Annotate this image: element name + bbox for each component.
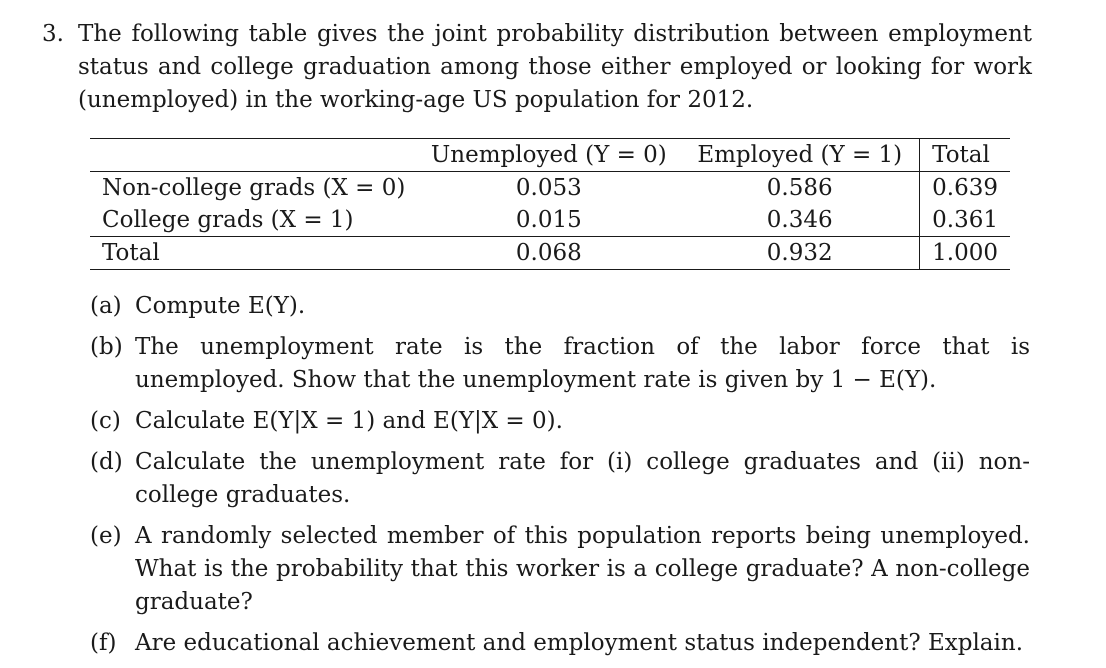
header-unemployed: Unemployed (Y = 0) bbox=[430, 142, 667, 168]
subpart-label: (f) bbox=[90, 630, 117, 656]
subpart-label: (e) bbox=[90, 523, 122, 549]
subpart-label: (a) bbox=[90, 293, 122, 319]
cell-value: 0.346 bbox=[766, 207, 833, 233]
subpart-text: A randomly selected member of this population reports being unemployed. What is the probability that this worker is a college graduate? A non-college graduate? bbox=[135, 523, 1030, 615]
cell-value: 0.586 bbox=[766, 175, 833, 201]
table-header-row bbox=[90, 139, 1010, 172]
cell-value: 0.639 bbox=[920, 172, 1010, 205]
problem-statement: The following table gives the joint probability distribution between employment status and college graduation among those either employed or looking for work (unemployed) in the working-age US population for 2012. bbox=[78, 21, 1032, 113]
table-row bbox=[90, 172, 1010, 205]
table-row-total bbox=[90, 237, 1010, 270]
row-label-total: Total bbox=[102, 240, 160, 266]
cell-value: 1.000 bbox=[920, 237, 1010, 270]
subpart-a bbox=[90, 290, 1030, 323]
cell-value: 0.015 bbox=[515, 207, 582, 233]
table-row bbox=[90, 204, 1010, 237]
cell-value: 0.053 bbox=[515, 175, 582, 201]
header-employed: Employed (Y = 1) bbox=[697, 142, 903, 168]
problem-number: 3. bbox=[42, 21, 64, 47]
row-label-non-college: Non-college grads (X = 0) bbox=[102, 175, 406, 201]
subpart-label: (d) bbox=[90, 449, 123, 475]
header-total: Total bbox=[920, 139, 1010, 172]
subpart-label: (c) bbox=[90, 408, 121, 434]
subpart-e bbox=[90, 520, 1030, 619]
row-label-college: College grads (X = 1) bbox=[102, 207, 354, 233]
cell-value: 0.932 bbox=[766, 240, 833, 266]
subpart-text: Calculate E(Y|X = 1) and E(Y|X = 0). bbox=[135, 408, 563, 434]
joint-distribution-table-container bbox=[90, 138, 1010, 270]
subpart-b bbox=[90, 331, 1030, 397]
subpart-list bbox=[90, 290, 1030, 668]
subpart-c bbox=[90, 405, 1030, 438]
cell-value: 0.361 bbox=[920, 204, 1010, 237]
subpart-text: The unemployment rate is the fraction of the labor force that is unemployed. Show that the unemployment rate is given by 1 − E(Y). bbox=[135, 334, 1030, 393]
subpart-text: Calculate the unemployment rate for (i) college graduates and (ii) non-college graduates. bbox=[135, 449, 1030, 508]
subpart-d bbox=[90, 446, 1030, 512]
subpart-f bbox=[90, 627, 1030, 660]
joint-distribution-table bbox=[90, 138, 1010, 270]
subpart-label: (b) bbox=[90, 334, 123, 360]
problem-3 bbox=[42, 18, 1032, 117]
subpart-text: Compute E(Y). bbox=[135, 293, 306, 319]
subpart-text: Are educational achievement and employment status independent? Explain. bbox=[135, 630, 1024, 656]
header-corner bbox=[90, 139, 417, 172]
cell-value: 0.068 bbox=[515, 240, 582, 266]
